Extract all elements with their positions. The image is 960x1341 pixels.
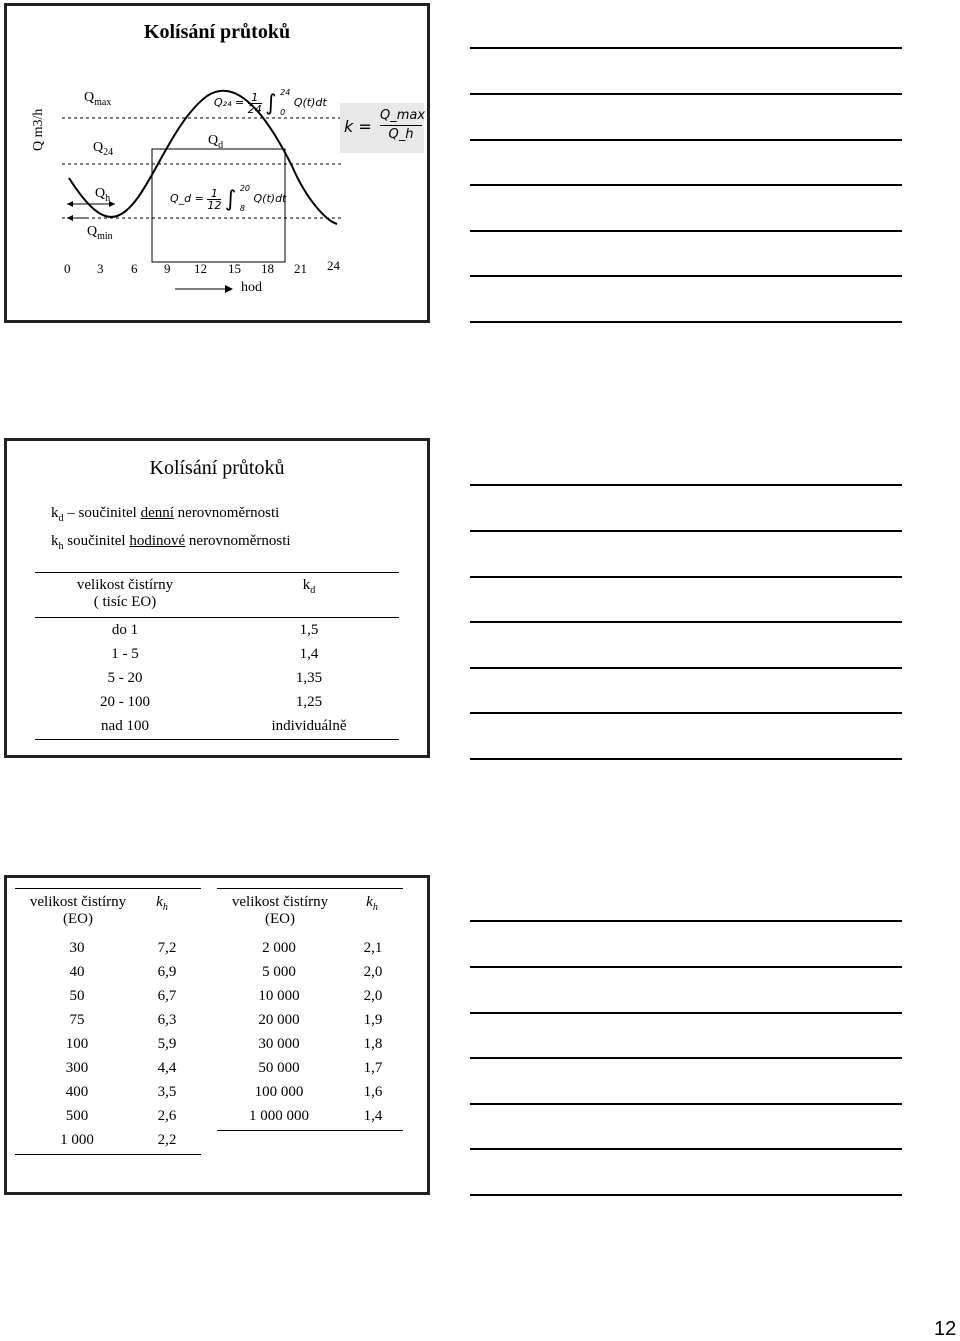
kh-left-row-eo: 50: [69, 988, 85, 1004]
kh-right-row-value: 2,1: [363, 940, 383, 956]
kh-right-row-eo: 5 000: [262, 964, 296, 980]
kh-left-row-eo: 400: [65, 1084, 89, 1100]
q-h-label: $Q_h$: [95, 186, 111, 204]
q-max-label: $Q_{max}$: [84, 90, 112, 108]
note-line: [470, 93, 902, 95]
kh-right-col2-header: $k_h$: [366, 894, 378, 913]
note-line: [470, 920, 902, 922]
kh-left-top-rule: [15, 888, 201, 889]
kh-left-row-eo: 75: [69, 1012, 85, 1028]
note-line: [470, 621, 902, 623]
kh-left-row-value: 6,7: [157, 988, 177, 1004]
kh-left-row-eo: 40: [69, 964, 85, 980]
page-number: 12: [934, 1318, 957, 1340]
kh-left-row-value: 7,2: [157, 940, 177, 956]
formula-k-fraction: Q_max Q_h: [380, 108, 426, 142]
kh-right-row-value: 1,8: [363, 1036, 383, 1052]
q-min-label: $Q_{min}$: [87, 224, 113, 242]
note-line: [470, 1148, 902, 1150]
formula-qd: Q_d = $\frac{1}{12}$ ∫ 20 8 Q(t)dt: [170, 184, 287, 213]
slide-flow-variation-chart: [4, 3, 430, 323]
kh-left-row-value: 6,3: [157, 1012, 177, 1028]
kh-right-row-eo: 100 000: [254, 1084, 304, 1100]
note-line: [470, 1012, 902, 1014]
x-tick: 0: [64, 261, 71, 276]
kd-table-top-rule: [35, 572, 399, 573]
kd-table-header-rule: [35, 617, 399, 618]
kh-right-row-eo: 20 000: [258, 1012, 300, 1028]
slide-hourly-coefficient: [4, 875, 430, 1195]
note-lines: [470, 0, 902, 1340]
kh-right-row-value: 2,0: [363, 964, 383, 980]
q-24-label: $Q_{24}$: [93, 140, 114, 158]
kh-left-row-value: 6,9: [157, 964, 177, 980]
kh-right-top-rule: [217, 888, 403, 889]
kh-left-bottom-rule: [15, 1154, 201, 1155]
note-line: [470, 576, 902, 578]
x-tick: 18: [261, 261, 274, 276]
note-line: [470, 530, 902, 532]
y-axis-label: Q m3/h: [31, 108, 46, 151]
x-tick: 9: [164, 261, 171, 276]
k-formula-box: [340, 103, 424, 153]
kh-right-row-eo: 10 000: [258, 988, 300, 1004]
note-line: [470, 484, 902, 486]
kh-right-row-eo: 2 000: [262, 940, 296, 956]
kh-right-row-value: 1,9: [363, 1012, 383, 1028]
kd-row-size: 20 - 100: [100, 694, 150, 710]
note-line: [470, 1057, 902, 1059]
kh-left-row-eo: 1 000: [60, 1132, 94, 1148]
x-tick: 6: [131, 261, 138, 276]
kh-left-row-eo: 30: [69, 940, 85, 956]
note-line: [470, 667, 902, 669]
slide-daily-coefficient: [4, 438, 430, 758]
kh-right-row-value: 1,4: [363, 1108, 383, 1124]
note-line: [470, 321, 902, 323]
def-kh: $k_h$ součinitel hodinové nerovnoměrnosti: [51, 533, 291, 552]
kd-row-size: 1 - 5: [111, 646, 139, 662]
kh-right-row-value: 1,6: [363, 1084, 383, 1100]
formula-q24: Q₂₄ = $\frac{1}{24}$ ∫ 24 0 Q(t)dt: [214, 88, 327, 117]
kh-left-row-value: 2,6: [157, 1108, 177, 1124]
kh-left-row-value: 3,5: [157, 1084, 177, 1100]
slide1-title: Kolísání průtoků: [143, 21, 291, 43]
kh-left-row-eo: 300: [65, 1060, 89, 1076]
note-line: [470, 1194, 902, 1196]
kh-right-col1-header: velikost čistírny (EO): [231, 894, 329, 927]
kh-left-col2-header: $k_h$: [156, 894, 168, 913]
kd-row-value: individuálně: [271, 718, 347, 734]
slide2-title: Kolísání průtoků: [149, 457, 285, 479]
kd-col1-header: velikost čistírny ( tisíc EO): [76, 577, 174, 610]
kh-left-row-eo: 100: [65, 1036, 89, 1052]
kh-right-row-value: 2,0: [363, 988, 383, 1004]
kd-table-bottom-rule: [35, 739, 399, 740]
x-tick: 24: [327, 258, 340, 273]
kd-row-value: 1,4: [299, 646, 319, 662]
formula-k-lhs: k =: [344, 117, 372, 136]
note-line: [470, 712, 902, 714]
note-line: [470, 230, 902, 232]
kh-left-row-value: 4,4: [157, 1060, 177, 1076]
kh-right-bottom-rule: [217, 1130, 403, 1131]
kh-left-col1-header: velikost čistírny (EO): [29, 894, 127, 927]
note-line: [470, 758, 902, 760]
kd-row-size: do 1: [111, 622, 139, 638]
note-line: [470, 966, 902, 968]
x-tick: 15: [228, 261, 241, 276]
kd-row-value: 1,5: [299, 622, 319, 638]
q-d-label: $Q_d$: [208, 133, 224, 151]
kh-right-row-value: 1,7: [363, 1060, 383, 1076]
x-axis-label: hod: [241, 280, 262, 295]
kh-left-row-value: 2,2: [157, 1132, 177, 1148]
x-tick: 21: [294, 261, 307, 276]
note-line: [470, 139, 902, 141]
kd-row-size: nad 100: [101, 718, 149, 734]
note-line: [470, 47, 902, 49]
def-kd: $k_d$ – součinitel denní nerovnoměrnosti: [51, 505, 280, 524]
kh-left-row-value: 5,9: [157, 1036, 177, 1052]
x-tick: 12: [194, 261, 207, 276]
note-line: [470, 184, 902, 186]
kd-col2-header: $k_d$: [302, 577, 316, 596]
kd-row-size: 5 - 20: [107, 670, 143, 686]
x-tick: 3: [97, 261, 104, 276]
note-line: [470, 275, 902, 277]
kh-right-row-eo: 50 000: [258, 1060, 300, 1076]
note-line: [470, 1103, 902, 1105]
kh-right-row-eo: 30 000: [258, 1036, 300, 1052]
kd-row-value: 1,25: [295, 694, 323, 710]
kh-right-row-eo: 1 000 000: [249, 1108, 309, 1124]
kd-row-value: 1,35: [295, 670, 323, 686]
kh-left-row-eo: 500: [65, 1108, 89, 1124]
